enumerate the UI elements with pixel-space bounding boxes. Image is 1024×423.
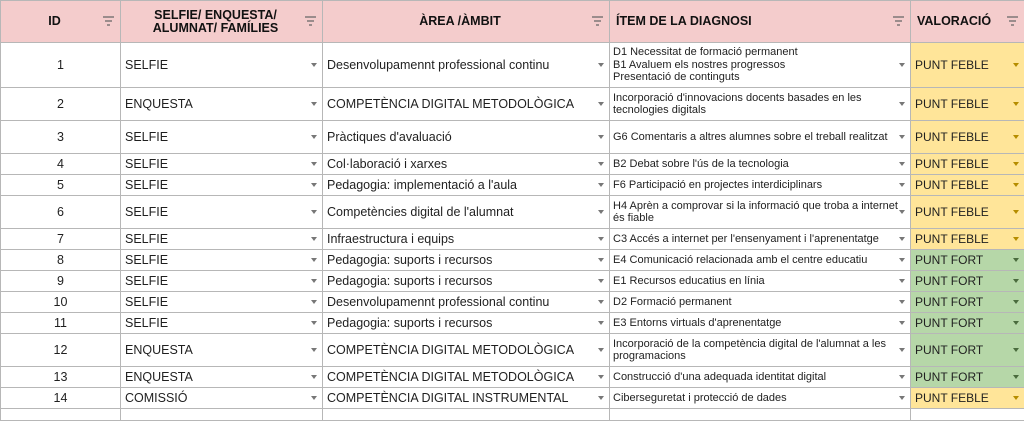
cell-valoracio-dropdown[interactable] <box>911 367 1024 388</box>
table-row <box>1 271 1024 292</box>
filter-icon[interactable] <box>592 16 603 26</box>
cell-source-dropdown[interactable] <box>121 388 323 409</box>
cell-valoracio-dropdown-text: PUNT FEBLE <box>915 58 989 72</box>
header-row <box>1 1 1024 43</box>
cell-item-dropdown-text: E1 Recursos educatius en línia <box>613 274 765 287</box>
header-item-label: ÍTEM DE LA DIAGNOSI <box>616 14 752 28</box>
dropdown-caret-icon[interactable] <box>899 258 905 262</box>
cell-source-dropdown-text: SELFIE <box>125 58 169 72</box>
cell-id-text: 6 <box>57 205 64 219</box>
filter-icon[interactable] <box>893 16 904 26</box>
cell-area-dropdown-text: Pedagogia: suports i recursos <box>327 274 493 288</box>
cell-source-dropdown-text: SELFIE <box>125 205 169 219</box>
cell-id[interactable] <box>1 388 121 409</box>
cell-item-dropdown[interactable] <box>610 121 911 154</box>
header-source[interactable] <box>121 1 323 43</box>
cell-valoracio-dropdown[interactable] <box>911 229 1024 250</box>
cell-item-dropdown-text: E4 Comunicació relacionada amb el centre educatiu <box>613 253 868 266</box>
cell-valoracio-dropdown[interactable] <box>911 175 1024 196</box>
dropdown-caret-icon[interactable] <box>899 183 905 187</box>
dropdown-caret-icon[interactable] <box>311 321 317 325</box>
cell-area-dropdown[interactable] <box>323 292 610 313</box>
table-row <box>1 154 1024 175</box>
cell-item-dropdown-text: F6 Participació en projectes interdiciplinars <box>613 178 823 191</box>
cell-item-dropdown-text: G6 Comentaris a altres alumnes sobre el treball realitzat <box>613 130 888 143</box>
cell-item-dropdown[interactable] <box>610 43 911 88</box>
dropdown-caret-icon[interactable] <box>598 258 604 262</box>
cell-item-dropdown-text: B2 Debat sobre l'ús de la tecnologia <box>613 157 789 170</box>
cell-id[interactable] <box>1 229 121 250</box>
cell-valoracio-dropdown-text: PUNT FORT <box>915 370 984 384</box>
cell-source-dropdown[interactable] <box>121 313 323 334</box>
cell-id-text: 7 <box>57 232 64 246</box>
cell-valoracio-dropdown[interactable] <box>911 154 1024 175</box>
dropdown-caret-icon[interactable] <box>311 396 317 400</box>
cell-id-text: 5 <box>57 178 64 192</box>
cell-valoracio-dropdown-text: PUNT FORT <box>915 253 984 267</box>
cell-item-dropdown-text: E3 Entorns virtuals d'aprenentatge <box>613 316 782 329</box>
cell-item-dropdown-text: D1 Necessitat de formació permanent B1 Avaluem els nostres progressos Presentació de continguts <box>613 46 798 84</box>
table-row <box>1 229 1024 250</box>
cell-id[interactable] <box>1 175 121 196</box>
cell-id-text: 10 <box>53 295 68 309</box>
cell-source-dropdown-text: ENQUESTA <box>125 343 193 357</box>
dropdown-caret-icon[interactable] <box>1013 162 1019 166</box>
cell-item-dropdown-text: C3 Accés a internet per l'ensenyament i l'aprenentatge <box>613 232 879 245</box>
cell-source-dropdown-text: COMISSIÓ <box>125 391 188 405</box>
cell-valoracio-dropdown[interactable] <box>911 313 1024 334</box>
cell-source-dropdown[interactable] <box>121 43 323 88</box>
cell-source-dropdown-text: SELFIE <box>125 295 169 309</box>
cell-source-dropdown[interactable] <box>121 367 323 388</box>
dropdown-caret-icon[interactable] <box>311 237 317 241</box>
cell-item-dropdown[interactable] <box>610 88 911 121</box>
empty-cell[interactable] <box>121 409 323 421</box>
cell-id-text: 11 <box>54 316 67 330</box>
cell-area-dropdown-text: Pedagogia: implementació a l'aula <box>327 178 518 192</box>
cell-item-dropdown-text: Ciberseguretat i protecció de dades <box>613 391 787 404</box>
cell-item-dropdown[interactable] <box>610 229 911 250</box>
dropdown-caret-icon[interactable] <box>311 135 317 139</box>
cell-area-dropdown-text: Pràctiques d'avaluació <box>327 130 452 144</box>
cell-source-dropdown[interactable] <box>121 271 323 292</box>
empty-cell[interactable] <box>911 409 1024 421</box>
cell-area-dropdown[interactable] <box>323 313 610 334</box>
cell-area-dropdown[interactable] <box>323 121 610 154</box>
dropdown-caret-icon[interactable] <box>1013 300 1019 304</box>
cell-item-dropdown[interactable] <box>610 367 911 388</box>
table-row <box>1 175 1024 196</box>
cell-id[interactable] <box>1 196 121 229</box>
dropdown-caret-icon[interactable] <box>311 258 317 262</box>
cell-area-dropdown-text: Desenvolupamennt professional continu <box>327 295 550 309</box>
cell-id-text: 8 <box>57 253 64 267</box>
cell-valoracio-dropdown[interactable] <box>911 121 1024 154</box>
cell-area-dropdown[interactable] <box>323 154 610 175</box>
dropdown-caret-icon[interactable] <box>598 279 604 283</box>
cell-area-dropdown[interactable] <box>323 196 610 229</box>
cell-item-dropdown-text: Construcció d'una adequada identitat digital <box>613 370 827 383</box>
dropdown-caret-icon[interactable] <box>598 237 604 241</box>
cell-id[interactable] <box>1 121 121 154</box>
cell-area-dropdown-text: Competències digital de l'alumnat <box>327 205 514 219</box>
dropdown-caret-icon[interactable] <box>899 375 905 379</box>
cell-source-dropdown-text: SELFIE <box>125 253 169 267</box>
cell-valoracio-dropdown-text: PUNT FORT <box>915 274 984 288</box>
dropdown-caret-icon[interactable] <box>598 396 604 400</box>
dropdown-caret-icon[interactable] <box>899 135 905 139</box>
cell-item-dropdown[interactable] <box>610 292 911 313</box>
dropdown-caret-icon[interactable] <box>598 102 604 106</box>
dropdown-caret-icon[interactable] <box>311 348 317 352</box>
dropdown-caret-icon[interactable] <box>899 300 905 304</box>
table-body <box>1 43 1024 421</box>
cell-item-dropdown-text: Incorporació d'innovacions docents basades en les tecnologies digitals <box>613 91 862 116</box>
filter-icon[interactable] <box>1007 16 1018 26</box>
cell-area-dropdown-text: COMPETÈNCIA DIGITAL INSTRUMENTAL <box>327 391 569 405</box>
cell-source-dropdown[interactable] <box>121 334 323 367</box>
cell-id[interactable] <box>1 154 121 175</box>
cell-id[interactable] <box>1 88 121 121</box>
dropdown-caret-icon[interactable] <box>1013 135 1019 139</box>
dropdown-caret-icon[interactable] <box>1013 279 1019 283</box>
dropdown-caret-icon[interactable] <box>598 348 604 352</box>
header-area[interactable] <box>323 1 610 43</box>
dropdown-caret-icon[interactable] <box>1013 63 1019 67</box>
cell-item-dropdown[interactable] <box>610 388 911 409</box>
dropdown-caret-icon[interactable] <box>899 321 905 325</box>
cell-valoracio-dropdown-text: PUNT FORT <box>915 295 984 309</box>
cell-area-dropdown[interactable] <box>323 229 610 250</box>
cell-valoracio-dropdown[interactable] <box>911 43 1024 88</box>
dropdown-caret-icon[interactable] <box>899 63 905 67</box>
empty-cell[interactable] <box>610 409 911 421</box>
dropdown-caret-icon[interactable] <box>899 210 905 214</box>
cell-area-dropdown[interactable] <box>323 388 610 409</box>
table-row <box>1 196 1024 229</box>
cell-area-dropdown-text: Pedagogia: suports i recursos <box>327 316 493 330</box>
cell-area-dropdown-text: COMPETÈNCIA DIGITAL METODOLÒGICA <box>327 97 575 111</box>
cell-id-text: 4 <box>57 157 64 171</box>
cell-item-dropdown[interactable] <box>610 250 911 271</box>
header-id[interactable] <box>1 1 121 43</box>
cell-valoracio-dropdown-text: PUNT FEBLE <box>915 130 989 144</box>
cell-area-dropdown-text: COMPETÈNCIA DIGITAL METODOLÒGICA <box>327 343 575 357</box>
dropdown-caret-icon[interactable] <box>899 348 905 352</box>
header-item[interactable] <box>610 1 911 43</box>
cell-area-dropdown[interactable] <box>323 43 610 88</box>
cell-item-dropdown-text: H4 Aprèn a comprovar si la informació que troba a internet és fiable <box>613 199 898 224</box>
cell-valoracio-dropdown[interactable] <box>911 88 1024 121</box>
cell-source-dropdown[interactable] <box>121 154 323 175</box>
header-valoracio-label: VALORACIÓ <box>917 14 992 28</box>
cell-area-dropdown-text: Infraestructura i equips <box>327 232 455 246</box>
cell-source-dropdown-text: SELFIE <box>125 274 169 288</box>
cell-item-dropdown[interactable] <box>610 196 911 229</box>
dropdown-caret-icon[interactable] <box>1013 375 1019 379</box>
cell-valoracio-dropdown[interactable] <box>911 271 1024 292</box>
header-valoracio[interactable] <box>911 1 1024 43</box>
dropdown-caret-icon[interactable] <box>311 183 317 187</box>
cell-source-dropdown[interactable] <box>121 121 323 154</box>
cell-item-dropdown-text: Incorporació de la competència digital de l'alumnat a les programacions <box>613 337 886 362</box>
dropdown-caret-icon[interactable] <box>598 321 604 325</box>
cell-id[interactable] <box>1 292 121 313</box>
cell-item-dropdown[interactable] <box>610 313 911 334</box>
cell-source-dropdown[interactable] <box>121 196 323 229</box>
cell-id-text: 13 <box>53 370 68 384</box>
cell-item-dropdown[interactable] <box>610 154 911 175</box>
cell-valoracio-dropdown[interactable] <box>911 292 1024 313</box>
table-row <box>1 334 1024 367</box>
cell-id-text: 14 <box>53 391 68 405</box>
cell-area-dropdown[interactable] <box>323 88 610 121</box>
cell-source-dropdown[interactable] <box>121 229 323 250</box>
filter-icon[interactable] <box>103 16 114 26</box>
dropdown-caret-icon[interactable] <box>311 210 317 214</box>
cell-id[interactable] <box>1 250 121 271</box>
dropdown-caret-icon[interactable] <box>899 162 905 166</box>
table-row <box>1 409 1024 421</box>
table-row <box>1 88 1024 121</box>
dropdown-caret-icon[interactable] <box>311 63 317 67</box>
table-row <box>1 292 1024 313</box>
table-row <box>1 388 1024 409</box>
cell-valoracio-dropdown-text: PUNT FEBLE <box>915 391 989 405</box>
cell-valoracio-dropdown[interactable] <box>911 334 1024 367</box>
cell-valoracio-dropdown-text: PUNT FEBLE <box>915 178 989 192</box>
dropdown-caret-icon[interactable] <box>598 135 604 139</box>
cell-valoracio-dropdown-text: PUNT FORT <box>915 316 984 330</box>
cell-valoracio-dropdown-text: PUNT FORT <box>915 343 984 357</box>
cell-area-dropdown-text: Desenvolupamennt professional continu <box>327 58 550 72</box>
cell-source-dropdown-text: ENQUESTA <box>125 370 193 384</box>
cell-item-dropdown[interactable] <box>610 175 911 196</box>
dropdown-caret-icon[interactable] <box>1013 102 1019 106</box>
dropdown-caret-icon[interactable] <box>311 102 317 106</box>
cell-id[interactable] <box>1 367 121 388</box>
cell-source-dropdown-text: SELFIE <box>125 130 169 144</box>
cell-source-dropdown-text: SELFIE <box>125 232 169 246</box>
table-row <box>1 250 1024 271</box>
empty-cell[interactable] <box>1 409 121 421</box>
cell-id-text: 3 <box>57 130 64 144</box>
cell-source-dropdown-text: ENQUESTA <box>125 97 193 111</box>
cell-id-text: 12 <box>53 343 68 357</box>
cell-id-text: 9 <box>57 274 64 288</box>
dropdown-caret-icon[interactable] <box>1013 210 1019 214</box>
cell-valoracio-dropdown-text: PUNT FEBLE <box>915 205 989 219</box>
dropdown-caret-icon[interactable] <box>598 210 604 214</box>
dropdown-caret-icon[interactable] <box>311 300 317 304</box>
cell-source-dropdown-text: SELFIE <box>125 316 169 330</box>
dropdown-caret-icon[interactable] <box>598 300 604 304</box>
dropdown-caret-icon[interactable] <box>1013 258 1019 262</box>
cell-valoracio-dropdown[interactable] <box>911 196 1024 229</box>
cell-source-dropdown-text: SELFIE <box>125 178 169 192</box>
cell-source-dropdown[interactable] <box>121 250 323 271</box>
dropdown-caret-icon[interactable] <box>899 102 905 106</box>
cell-valoracio-dropdown-text: PUNT FEBLE <box>915 97 989 111</box>
dropdown-caret-icon[interactable] <box>311 162 317 166</box>
cell-source-dropdown[interactable] <box>121 175 323 196</box>
cell-valoracio-dropdown[interactable] <box>911 250 1024 271</box>
header-area-label: ÀREA /ÀMBIT <box>419 14 501 28</box>
cell-area-dropdown[interactable] <box>323 250 610 271</box>
header-source-label: SELFIE/ ENQUESTA/ ALUMNAT/ FAMÍLIES <box>152 7 279 35</box>
cell-id-text: 2 <box>57 97 64 111</box>
dropdown-caret-icon[interactable] <box>598 63 604 67</box>
table-row <box>1 121 1024 154</box>
dropdown-caret-icon[interactable] <box>598 162 604 166</box>
cell-source-dropdown[interactable] <box>121 88 323 121</box>
dropdown-caret-icon[interactable] <box>1013 396 1019 400</box>
cell-area-dropdown-text: Col·laboració i xarxes <box>327 157 448 171</box>
cell-id-text: 1 <box>57 58 64 72</box>
cell-item-dropdown[interactable] <box>610 334 911 367</box>
dropdown-caret-icon[interactable] <box>598 183 604 187</box>
cell-area-dropdown-text: Pedagogia: suports i recursos <box>327 253 493 267</box>
cell-area-dropdown-text: COMPETÈNCIA DIGITAL METODOLÒGICA <box>327 370 575 384</box>
cell-area-dropdown[interactable] <box>323 334 610 367</box>
dropdown-caret-icon[interactable] <box>899 396 905 400</box>
cell-id[interactable] <box>1 43 121 88</box>
cell-valoracio-dropdown-text: PUNT FEBLE <box>915 157 989 171</box>
table-row <box>1 43 1024 88</box>
cell-item-dropdown[interactable] <box>610 271 911 292</box>
dropdown-caret-icon[interactable] <box>899 279 905 283</box>
filter-icon[interactable] <box>305 16 316 26</box>
cell-id[interactable] <box>1 313 121 334</box>
cell-valoracio-dropdown-text: PUNT FEBLE <box>915 232 989 246</box>
cell-id[interactable] <box>1 271 121 292</box>
dropdown-caret-icon[interactable] <box>1013 183 1019 187</box>
dropdown-caret-icon[interactable] <box>598 375 604 379</box>
dropdown-caret-icon[interactable] <box>1013 321 1019 325</box>
dropdown-caret-icon[interactable] <box>1013 237 1019 241</box>
cell-source-dropdown-text: SELFIE <box>125 157 169 171</box>
cell-id[interactable] <box>1 334 121 367</box>
table-row <box>1 367 1024 388</box>
cell-item-dropdown-text: D2 Formació permanent <box>613 295 732 308</box>
dropdown-caret-icon[interactable] <box>899 237 905 241</box>
header-id-label: ID <box>48 14 61 28</box>
cell-area-dropdown[interactable] <box>323 175 610 196</box>
empty-cell[interactable] <box>323 409 610 421</box>
cell-area-dropdown[interactable] <box>323 367 610 388</box>
dropdown-caret-icon[interactable] <box>1013 348 1019 352</box>
cell-area-dropdown[interactable] <box>323 271 610 292</box>
dropdown-caret-icon[interactable] <box>311 279 317 283</box>
cell-valoracio-dropdown[interactable] <box>911 388 1024 409</box>
table-row <box>1 313 1024 334</box>
dropdown-caret-icon[interactable] <box>311 375 317 379</box>
cell-source-dropdown[interactable] <box>121 292 323 313</box>
